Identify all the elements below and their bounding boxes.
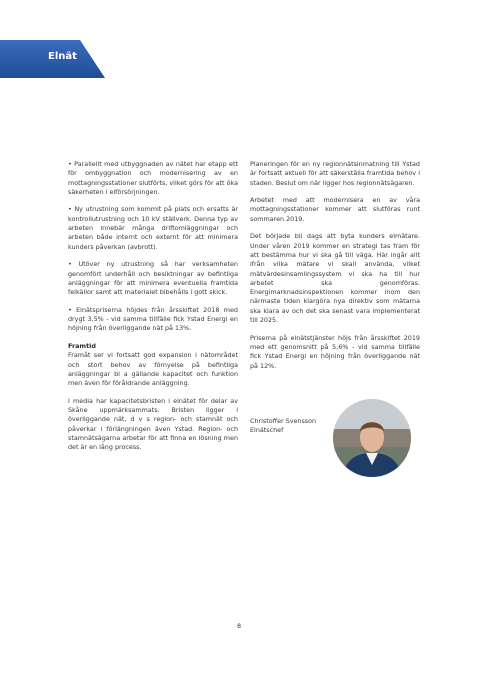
section-tab [0, 40, 105, 78]
left-column [68, 160, 238, 461]
bullet-paragraph: • Parallellt med utbyggnaden av nätet har etapp ett för ombyggnation och modernisering av en mottagningsstationer slutförts, vilket görs för att öka säkerheten i elförsörjningen. [68, 160, 238, 196]
body-paragraph: Framåt ser vi fortsatt god expansion i nätområdet och stort behov av förnyelse på befintliga anläggningar bl a gällande kapacitet och funktion men även för föråldrande anläggning. [68, 351, 238, 388]
body-paragraph: I media har kapacitetsbristen i elnätet för delar av Skåne uppmärksammats. Bristen ligger i överliggande nät, d v s region- och stamnät och påverkar i förlängningen även Ystad. Region- och stamnätsägarna arbetar för att finna en lösning men det är en lång process. [68, 396, 238, 452]
body-paragraph: Planeringen för en ny regionnätsinmatning till Ystad är fortsatt aktuell för att säkerställa framtida behov i staden. Beslut om när ligger hos regionnätsägaren. [250, 160, 420, 187]
portrait-photo [333, 399, 411, 477]
signature-name: Christoffer Svensson [250, 417, 317, 425]
page-number: 8 [237, 622, 242, 630]
framtid-heading: Framtid [68, 341, 96, 350]
bullet-paragraph: • Utöver ny utrustning så har verksamheten genomfört underhåll och besiktningar av befintliga anläggningar för att minimera eventuella framtida felkällor samt att materialet bibehålls i gott skick. [68, 260, 238, 297]
bullet-paragraph: • Ny utrustning som kommit på plats och ersatts är kontrollutrustning och 10 kV ställverk. Denna typ av arbeten innebär många driftomläggningar och arbeten både internt och externt för att minimera kunders påverkan (avbrott). [68, 205, 238, 251]
body-paragraph: Arbetet med att modernisera en av våra mottagningsstationer kommer att slutföras runt sommaren 2019. [250, 196, 420, 223]
body-paragraph: Priserna på elnätstjänster höjs från årsskiftet 2019 med ett genomsnitt på 5,6% - vid samma tillfälle fick Ystad Energi en höjning från överliggande nät på 12%. [250, 333, 420, 370]
bullet-paragraph: • Elnätspriserna höjdes från årsskiftet 2018 med drygt 3,5% - vid samma tillfälle fick Ystad Energi en höjning från överliggande nät på 13%. [68, 305, 238, 333]
section-title: Elnät [48, 51, 77, 62]
signature [250, 417, 316, 436]
signature-title: Elnätschef [250, 426, 284, 435]
portrait-illustration [333, 399, 411, 477]
body-paragraph: Det började bli dags att byta kunders elmätare. Under våren 2019 kommer en strategi tas fram för att bestämma hur vi ska gå till väga. Här ingår allt ifrån vilka mätare vi skall använda, vilket mätvärdesinsamlingssystem vi ska ha till hur arbetet ska genomföras. Energimarknadsinspektionen kommer inom den närmaste tiden klargöra nya direktiv som mätarna ska klara av och det ska senast vara implementerat till 2025. [250, 232, 420, 325]
right-column [250, 160, 420, 379]
